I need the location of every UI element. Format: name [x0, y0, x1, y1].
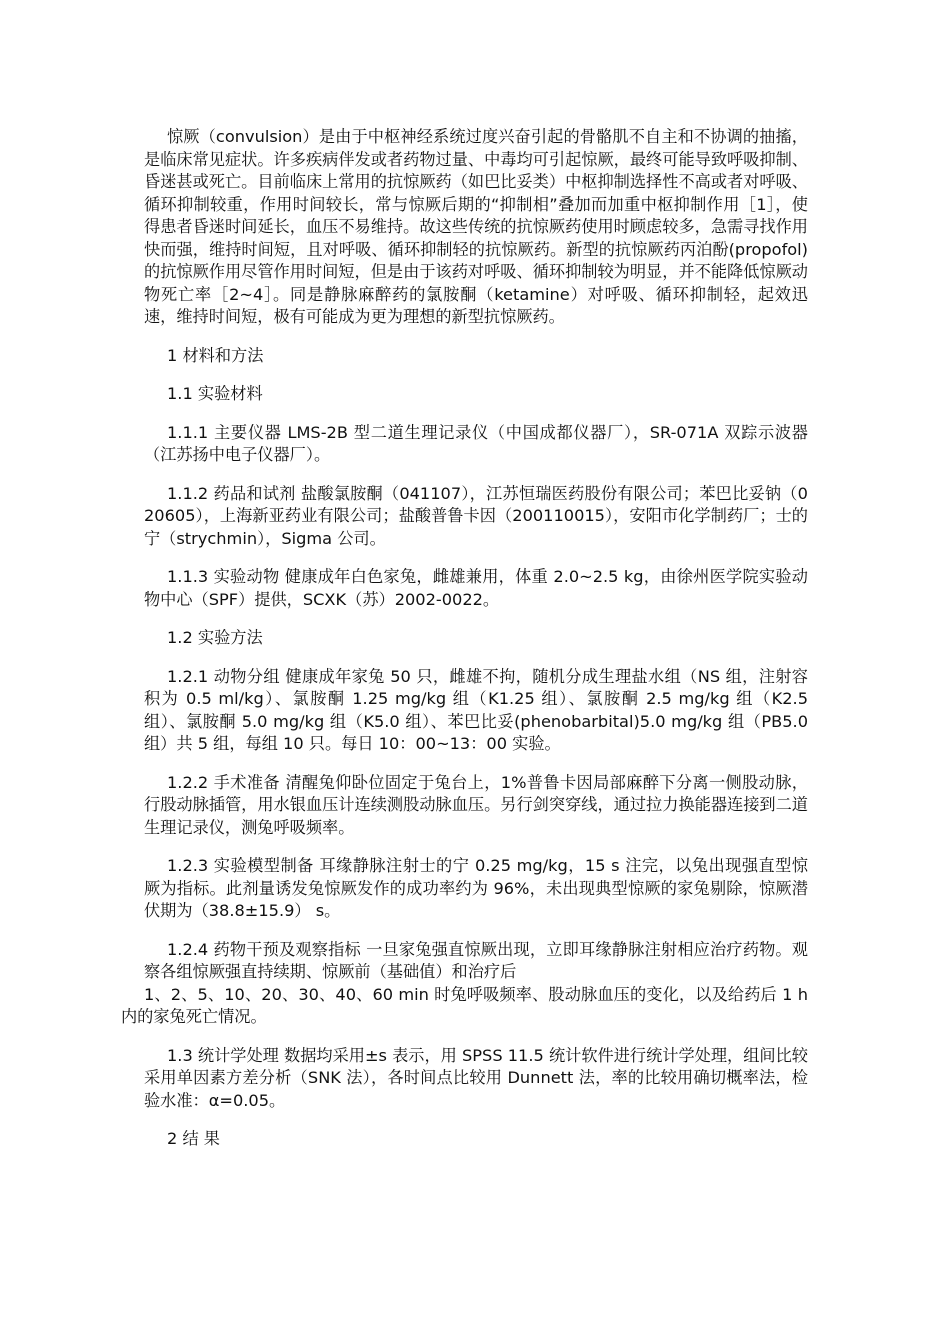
section-heading-results: 2 结 果 — [167, 1129, 220, 1148]
paragraph-animals: 1.1.3 实验动物 健康成年白色家兔，雌雄兼用，体重 2.0~2.5 kg，由徐州医学院实验动物中心（SPF）提供，SCXK（苏）2002-0022。 — [144, 567, 808, 609]
subsection-heading-methods: 1.2 实验方法 — [167, 628, 263, 647]
paragraph-intervention-part1: 1.2.4 药物干预及观察指标 一旦家兔强直惊厥出现，立即耳缘静脉注射相应治疗药物。观察各组惊厥强直持续期、惊厥前（基础值）和治疗后 — [144, 939, 808, 981]
subsection-heading-materials: 1.1 实验材料 — [167, 384, 263, 403]
paragraph-statistics: 1.3 统计学处理 数据均采用±s 表示，用 SPSS 11.5 统计软件进行统计学处理，组间比较采用单因素方差分析（SNK 法），各时间点比较用 Dunnett 法，率的比较用确切概率法，检验水准：α=0.05。 — [144, 1045, 808, 1110]
paragraph-grouping: 1.2.1 动物分组 健康成年家兔 50 只，雌雄不拘，随机分成生理盐水组（NS 组，注射容积为 0.5 ml/kg）、氯胺酮 1.25 mg/kg 组（K1.25 组）、氯胺酮 2.5 mg/kg 组（K2.5 组）、氯胺酮 5.0 mg/kg 组（K5.0 组）、苯巴比妥(phenobarbital)5.0 mg/kg 组（PB5.0 组）共 5 组，每组 10 只。每日 10：00~13：00 实验。 — [144, 666, 808, 753]
paragraph-instruments: 1.1.1 主要仪器 LMS-2B 型二道生理记录仪（中国成都仪器厂），SR-071A 双踪示波器（江苏扬中电子仪器厂）。 — [144, 422, 808, 464]
paragraph-surgery: 1.2.2 手术准备 清醒兔仰卧位固定于兔台上，1%普鲁卡因局部麻醉下分离一侧股动脉，行股动脉插管，用水银血压计连续测股动脉血压。另行剑突穿线，通过拉力换能器连接到二道生理记录仪，测兔呼吸频率。 — [144, 772, 808, 837]
paragraph-intervention — [121, 939, 808, 1029]
intro-paragraph: 惊厥（convulsion）是由于中枢神经系统过度兴奋引起的骨骼肌不自主和不协调的抽搐，是临床常见症状。许多疾病伴发或者药物过量、中毒均可引起惊厥，最终可能导致呼吸抑制、昏迷甚或死亡。目前临床上常用的抗惊厥药（如巴比妥类）中枢抑制选择性不高或者对呼吸、循环抑制较重，作用时间较长，常与惊厥后期的“抑制相”叠加而加重中枢抑制作用［1］，使得患者昏迷时间延长，血压不易维持。故这些传统的抗惊厥药使用时顾虑较多，急需寻找作用快而强，维持时间短，且对呼吸、循环抑制轻的抗惊厥药。新型的抗惊厥药丙泊酚(propofol)的抗惊厥作用尽管作用时间短，但是由于该药对呼吸、循环抑制较为明显，并不能降低惊厥动物死亡率［2~4］。同是静脉麻醉药的氯胺酮（ketamine）对呼吸、循环抑制轻，起效迅速，维持时间短，极有可能成为更为理想的新型抗惊厥药。 — [144, 127, 808, 326]
section-heading-materials-methods: 1 材料和方法 — [167, 345, 264, 365]
paragraph-model: 1.2.3 实验模型制备 耳缘静脉注射士的宁 0.25 mg/kg，15 s 注完，以兔出现强直型惊厥为指标。此剂量诱发兔惊厥发作的成功率约为 96%，未出现典型惊厥的家兔剔除，惊厥潜伏期为（38.8±15.9） s。 — [144, 856, 808, 920]
paragraph-intervention-part2: 1、2、5、10、20、30、40、60 min 时兔呼吸频率、股动脉血压的变化，以及给药后 1 h 内的家兔死亡情况。 — [121, 984, 808, 1026]
paragraph-drugs-reagents: 1.1.2 药品和试剂 盐酸氯胺酮（041107），江苏恒瑞医药股份有限公司；苯巴比妥钠（020605），上海新亚药业有限公司；盐酸普鲁卡因（200110015），安阳市化学制药厂；士的宁（strychmin），Sigma 公司。 — [144, 483, 808, 548]
document-body — [121, 126, 808, 1167]
